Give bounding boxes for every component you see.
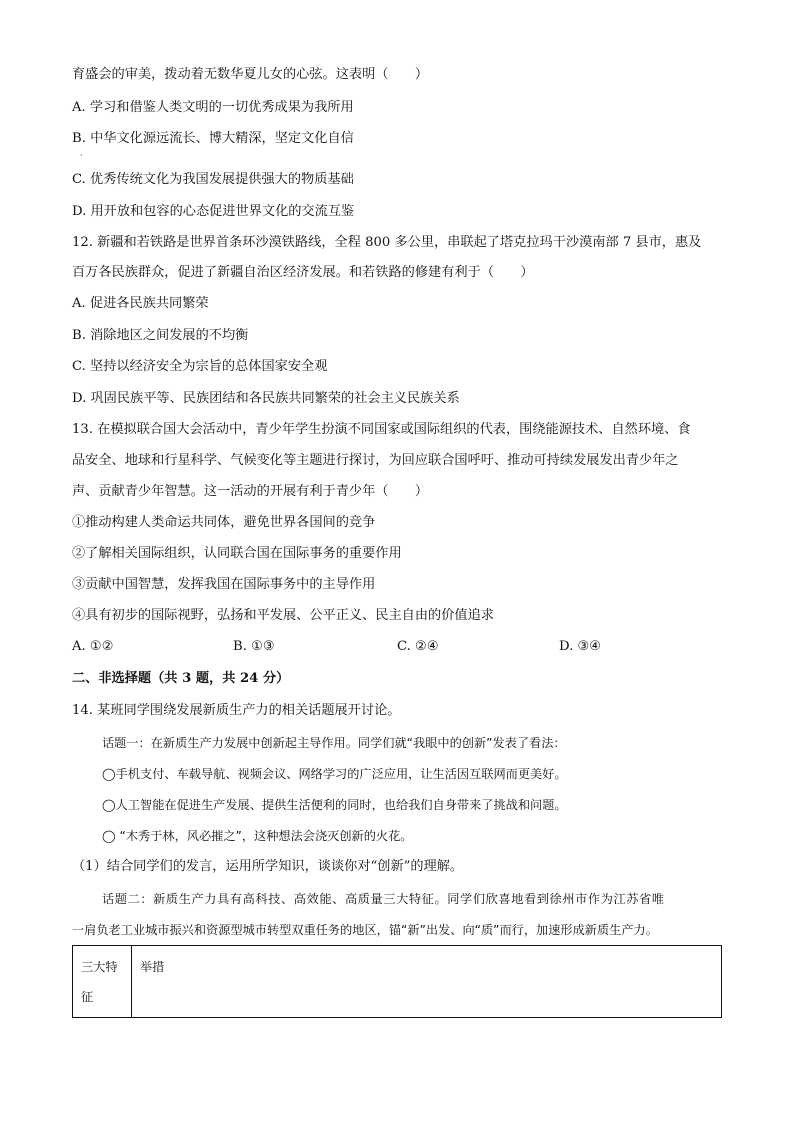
q13-statement-3: ③贡献中国智慧，发挥我国在国际事务中的主导作用 — [72, 577, 376, 592]
q12-option-d: D. 巩固民族平等、民族团结和各民族共同繁荣的社会主义民族关系 — [72, 391, 460, 406]
q13-stem-line1: 13. 在模拟联合国大会活动中，青少年学生扮演不同国家或国际组织的代表，围绕能源技术、自然环境、食 — [72, 422, 691, 437]
q13-statement-4: ④具有初步的国际视野，弘扬和平发展、公平正义、民主自由的价值追求 — [72, 608, 494, 623]
table-header-measures: 举措 — [132, 946, 722, 1018]
topic1-remark-1: ◯手机支付、车载导航、视频会议、网络学习的广泛应用，让生活因互联网而更美好。 — [102, 767, 567, 781]
q13-option-c: C. ②④ — [397, 639, 439, 654]
topic2-text-line2: 一肩负老工业城市振兴和资源型城市转型双重任务的地区，锚“新”出发、向“质”而行，加速形成新质生产力。 — [72, 923, 658, 937]
q11-option-c: C. 优秀传统文化为我国发展提供强大的物质基础 — [72, 172, 354, 187]
q14-stem: 14. 某班同学围绕发展新质生产力的相关话题展开讨论。 — [72, 703, 401, 718]
q13-stem-line2: 品安全、地球和行星科学、气候变化等主题进行探讨，为回应联合国呼吁、推动可持续发展发出青少年之 — [72, 453, 679, 468]
q12-option-a: A. 促进各民族共同繁荣 — [72, 296, 209, 311]
table-header-features: 三大特征 — [73, 946, 132, 1018]
q12-stem-line2: 百万各民族群众，促进了新疆自治区经济发展。和若铁路的修建有利于（ ） — [72, 265, 534, 280]
q12-stem-line1: 12. 新疆和若铁路是世界首条环沙漠铁路线，全程 800 多公里，串联起了塔克拉玛干沙漠南部 7 县市，惠及 — [72, 235, 702, 250]
q12-option-b: B. 消除地区之间发展的不均衡 — [72, 328, 249, 343]
q11-option-b: B. 中华文化源远流长、博大精深，坚定文化自信 — [72, 131, 354, 146]
line-q11-stem-end: 育盛会的审美，拨动着无数华夏儿女的心弦。这表明（ ） — [72, 67, 429, 82]
q13-option-b: B. ①③ — [233, 639, 275, 654]
q13-option-d: D. ③④ — [559, 639, 602, 654]
q13-stem-line3: 声、贡献青少年智慧。这一活动的开展有利于青少年（ ） — [72, 484, 429, 499]
q14-subquestion-1: （1）结合同学们的发言，运用所学知识，谈谈你对“创新”的理解。 — [72, 859, 464, 874]
q13-option-a: A. ①② — [72, 639, 114, 654]
topic2-text-line1: 话题二：新质生产力具有高科技、高效能、高质量三大特征。同学们欣喜地看到徐州市作为江苏省唯 — [102, 892, 665, 906]
section-heading-non-choice: 二、非选择题（共 3 题，共 24 分） — [72, 671, 290, 686]
topic1-remark-3: ◯ “木秀于林，风必摧之”，这种想法会浇灭创新的火花。 — [102, 829, 413, 843]
answer-table — [72, 945, 722, 1018]
q13-statement-2: ②了解相关国际组织，认同联合国在国际事务的重要作用 — [72, 546, 402, 561]
stray-dot-mark: · — [80, 151, 83, 160]
q12-option-c: C. 坚持以经济安全为宗旨的总体国家安全观 — [72, 359, 328, 374]
topic1-intro: 话题一：在新质生产力发展中创新起主导作用。同学们就“我眼中的创新”发表了看法： — [102, 736, 566, 750]
q13-statement-1: ①推动构建人类命运共同体，避免世界各国间的竞争 — [72, 515, 376, 530]
q11-option-a: A. 学习和借鉴人类文明的一切优秀成果为我所用 — [72, 100, 354, 115]
topic1-remark-2: ◯人工智能在促进生产发展、提供生活便利的同时，也给我们自身带来了挑战和问题。 — [102, 798, 567, 812]
q11-option-d: D. 用开放和包容的心态促进世界文化的交流互鉴 — [72, 204, 355, 219]
table-row — [73, 946, 722, 1018]
